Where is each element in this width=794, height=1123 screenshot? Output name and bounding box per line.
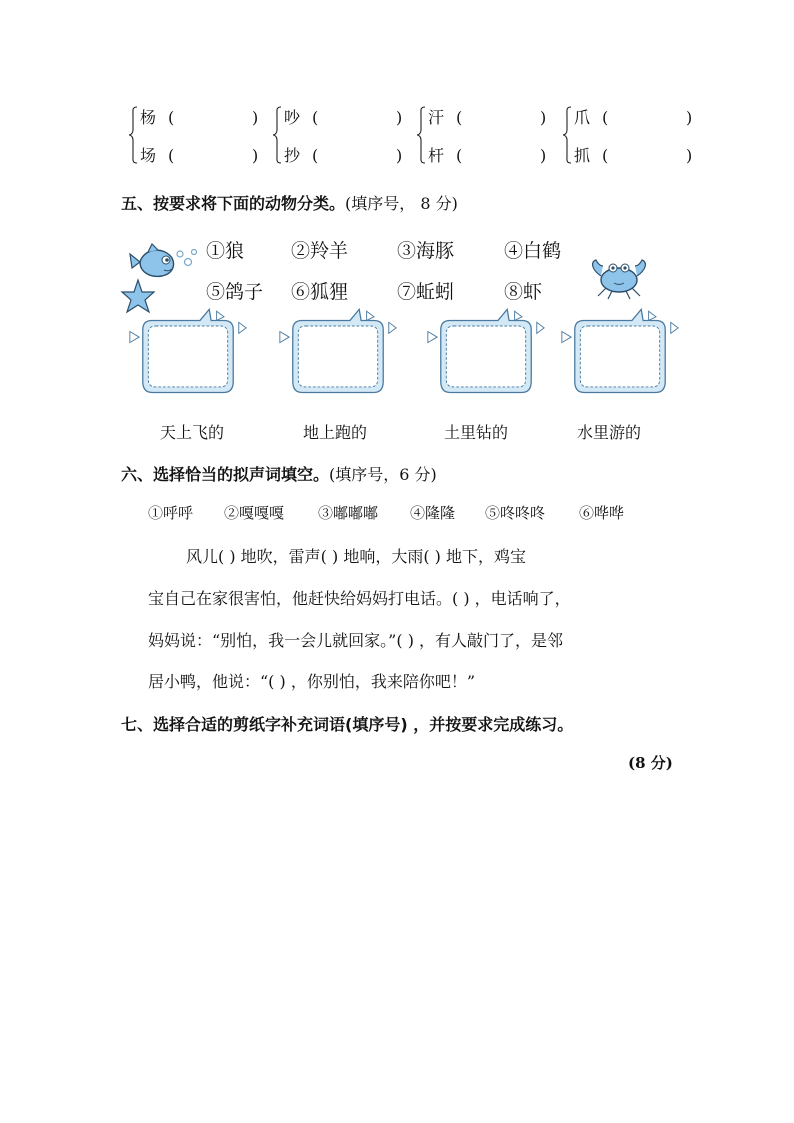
animal-option: ①狼 — [206, 240, 245, 262]
brace-icon — [128, 106, 138, 164]
bubble-icons — [177, 250, 197, 266]
close-paren: ) — [252, 146, 259, 165]
word-pair-row — [140, 108, 258, 128]
open-paren: ( — [168, 108, 175, 127]
word-pair-group — [416, 104, 546, 168]
animal-option: ④白鹤 — [504, 240, 562, 262]
word-char: 场 — [140, 146, 157, 165]
category-label: 天上飞的 — [160, 423, 225, 442]
answer-bubble-box[interactable] — [560, 300, 680, 400]
close-paren: ) — [540, 146, 547, 165]
word-char: 汗 — [428, 108, 445, 127]
word-pair-row — [428, 108, 546, 128]
answer-bubble-box[interactable] — [278, 300, 398, 400]
section7-heading — [121, 712, 573, 735]
section6-heading — [121, 462, 437, 485]
section6-title: 六、选择恰当的拟声词填空。 — [121, 465, 330, 484]
word-char: 抄 — [284, 146, 301, 165]
passage-line[interactable]: 风儿( ) 地吹，雷声( ) 地响，大雨( ) 地下，鸡宝 — [186, 547, 526, 566]
word-pair-row — [574, 146, 692, 166]
onomatopoeia-option: ①呼呼 — [148, 504, 194, 522]
word-pair-group — [562, 104, 692, 168]
section5-heading — [121, 191, 458, 214]
section7-score: (8 分) — [628, 754, 673, 772]
animal-option: ⑥狐狸 — [291, 281, 349, 303]
animal-option: ②羚羊 — [291, 240, 349, 262]
close-paren: ) — [540, 108, 547, 127]
onomatopoeia-option: ②嘎嘎嘎 — [224, 504, 285, 522]
open-paren: ( — [168, 146, 175, 165]
close-paren: ) — [252, 108, 259, 127]
word-pair-group — [128, 104, 258, 168]
open-paren: ( — [602, 108, 609, 127]
onomatopoeia-option: ⑥哗哗 — [579, 504, 625, 522]
section6-note: (填序号，6 分) — [329, 465, 437, 484]
close-paren: ) — [396, 108, 403, 127]
word-pair-group — [272, 104, 402, 168]
onomatopoeia-option: ⑤咚咚咚 — [485, 504, 546, 522]
animal-option: ③海豚 — [397, 240, 455, 262]
word-char: 杆 — [428, 146, 445, 165]
open-paren: ( — [456, 146, 463, 165]
word-char: 抓 — [574, 146, 591, 165]
brace-icon — [562, 106, 572, 164]
word-pair-row — [284, 108, 402, 128]
word-pair-row — [574, 108, 692, 128]
passage-line[interactable]: 居小鸭，他说：“( ) ，你别怕，我来陪你吧！” — [148, 672, 476, 691]
word-char: 吵 — [284, 108, 301, 127]
brace-icon — [416, 106, 426, 164]
category-label: 水里游的 — [577, 423, 642, 442]
category-label: 地上跑的 — [303, 423, 368, 442]
word-pair-row — [284, 146, 402, 166]
passage-line[interactable]: 宝自己在家很害怕，他赶快给妈妈打电话。( ) ，电话响了， — [148, 589, 571, 608]
answer-bubble-box[interactable] — [426, 300, 546, 400]
passage-line[interactable]: 妈妈说：“别怕，我一会儿就回家。”( ) ，有人敲门了，是邻 — [148, 631, 564, 650]
word-pair-row — [140, 146, 258, 166]
word-char: 杨 — [140, 108, 157, 127]
animal-option: ⑦蚯蚓 — [397, 281, 455, 303]
fish-icon — [130, 244, 174, 276]
onomatopoeia-option: ③嘟嘟嘟 — [318, 504, 379, 522]
word-char: 爪 — [574, 108, 591, 127]
crab-illustration — [584, 252, 654, 300]
animal-option: ⑧虾 — [504, 281, 543, 303]
animal-option: ⑤鸽子 — [206, 281, 264, 303]
section5-title: 五、按要求将下面的动物分类。 — [121, 194, 346, 213]
section7-title: 七、选择合适的剪纸字补充词语(填序号) ，并按要求完成练习。 — [121, 715, 574, 734]
onomatopoeia-option: ④隆隆 — [410, 504, 456, 522]
crab-icon — [593, 260, 646, 299]
close-paren: ) — [396, 146, 403, 165]
section5-note: (填序号， 8 分) — [345, 194, 458, 213]
open-paren: ( — [312, 108, 319, 127]
brace-icon — [272, 106, 282, 164]
category-label: 土里钻的 — [444, 423, 509, 442]
word-pair-row — [428, 146, 546, 166]
answer-bubble-box[interactable] — [128, 300, 248, 400]
close-paren: ) — [686, 146, 693, 165]
open-paren: ( — [602, 146, 609, 165]
open-paren: ( — [456, 108, 463, 127]
close-paren: ) — [686, 108, 693, 127]
open-paren: ( — [312, 146, 319, 165]
